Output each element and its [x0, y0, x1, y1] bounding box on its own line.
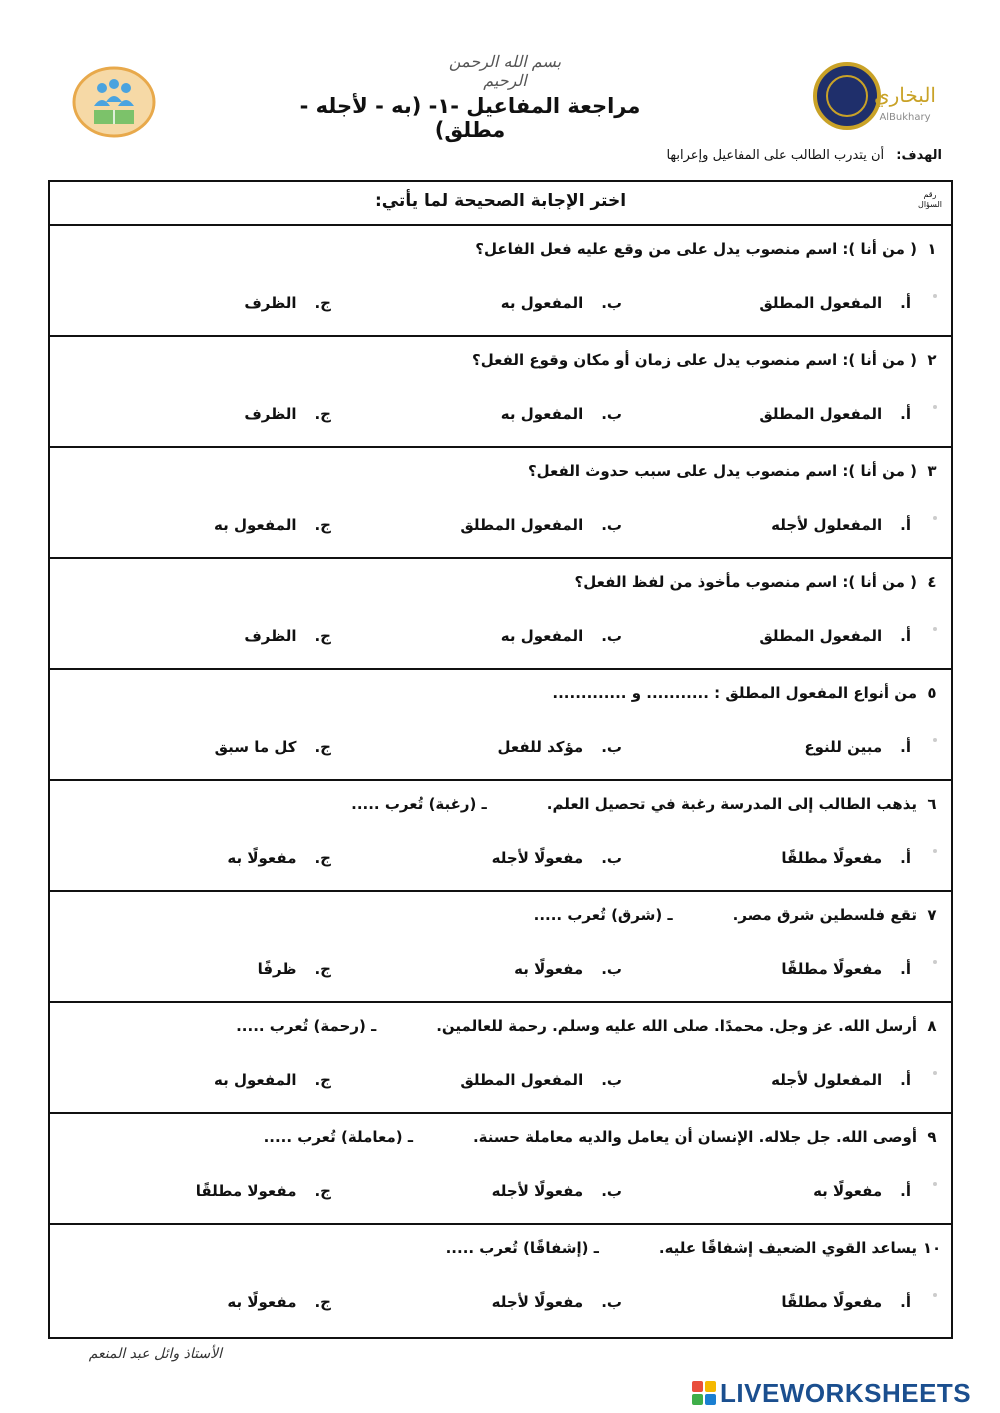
school-logo-icon [72, 66, 156, 138]
option-a[interactable]: أ.مفعولًا مطلقًا [781, 849, 911, 867]
question-number: ١ [927, 240, 937, 258]
question-number: ٨ [927, 1017, 937, 1035]
option-c[interactable]: ج.الظرف [244, 405, 331, 423]
question-number: ٦ [927, 795, 937, 813]
option-a[interactable]: أ.المفعول المطلق [759, 294, 911, 312]
question-number: ٤ [927, 573, 937, 591]
question-number: ٣ [927, 462, 937, 480]
questions-table [48, 180, 953, 1339]
question-number: ٩ [927, 1128, 937, 1146]
question-row [50, 670, 951, 781]
option-b[interactable]: ب.مفعولًا لأجله [491, 1293, 622, 1311]
answer-dot [933, 405, 937, 409]
answer-dot [933, 849, 937, 853]
option-a[interactable]: أ.المفعول المطلق [759, 405, 911, 423]
teacher-signature: الأستاذ وائل عبد المنعم [88, 1346, 222, 1362]
svg-text:AlBukhary: AlBukhary [879, 112, 931, 123]
question-number: ١٠ [922, 1239, 942, 1257]
option-b[interactable]: ب.المفعول المطلق [460, 1071, 622, 1089]
option-a[interactable]: أ.مفعولًا به [813, 1182, 911, 1200]
option-c[interactable]: ج.المفعول به [214, 516, 331, 534]
question-text: من أنواع المفعول المطلق : ........... و ............. [552, 684, 917, 702]
question-row [50, 337, 951, 448]
option-c[interactable]: ج.الظرف [244, 627, 331, 645]
answer-dot [933, 1071, 937, 1075]
table-header [50, 182, 951, 226]
answer-dot [933, 738, 937, 742]
question-text: تقع فلسطين شرق مصر.ـ (شرق) تُعرب ..... [533, 906, 917, 924]
option-c[interactable]: ج.المفعول به [214, 1071, 331, 1089]
question-row [50, 226, 951, 337]
question-row [50, 1003, 951, 1114]
question-number: ٥ [927, 684, 937, 702]
option-a[interactable]: أ.المفعول المطلق [759, 627, 911, 645]
option-c[interactable]: ج.ظرفًا [257, 960, 331, 978]
question-row [50, 559, 951, 670]
liveworksheets-brand: LIVEWORKSHEETS [720, 1377, 972, 1408]
svg-text:البخاري: البخاري [873, 83, 937, 107]
option-c[interactable]: ج.كل ما سبق [214, 738, 331, 756]
answer-dot [933, 1293, 937, 1297]
option-b[interactable]: ب.مفعولًا لأجله [491, 849, 622, 867]
option-a[interactable]: أ.مبين للنوع [804, 738, 911, 756]
question-text: يذهب الطالب إلى المدرسة رغبة في تحصيل العلم.ـ (رغبة) تُعرب ..... [351, 795, 917, 813]
goal-label: الهدف: [896, 148, 942, 163]
option-a[interactable]: أ.المفعلول لأجله [771, 1071, 911, 1089]
liveworksheets-logo[interactable] [692, 1378, 971, 1408]
answer-dot [933, 627, 937, 631]
page-title: مراجعة المفاعيل -١- (به - لأجله - مطلق) [299, 94, 641, 142]
option-a[interactable]: أ.مفعولًا مطلقًا [781, 960, 911, 978]
question-row [50, 1114, 951, 1225]
option-c[interactable]: ج.مفعولًا به [227, 849, 331, 867]
goal-text: أن يتدرب الطالب على المفاعيل وإعرابها [666, 148, 885, 163]
option-a[interactable]: أ.مفعولًا مطلقًا [781, 1293, 911, 1311]
question-text: أوصى الله. جل جلاله. الإنسان أن يعامل والديه معاملة حسنة.ـ (معاملة) تُعرب ..... [263, 1128, 917, 1146]
goal-line [666, 148, 942, 163]
question-text: ( من أنا ): اسم منصوب يدل على زمان أو مكان وقوع الفعل؟ [472, 351, 917, 369]
instruction: اختر الإجابة الصحيحة لما يأتي: [374, 191, 627, 211]
question-text: ( من أنا ): اسم منصوب يدل على من وقع عليه فعل الفاعل؟ [475, 240, 917, 258]
question-number: ٧ [927, 906, 937, 924]
answer-dot [933, 516, 937, 520]
question-row [50, 448, 951, 559]
albukhari-logo-icon [805, 60, 945, 132]
question-text: ( من أنا ): اسم منصوب مأخوذ من لفظ الفعل؟ [574, 573, 917, 591]
option-b[interactable]: ب.المفعول به [500, 294, 622, 312]
option-b[interactable]: ب.مفعولًا به [514, 960, 622, 978]
option-c[interactable]: ج.مفعولا مطلقًا [195, 1182, 331, 1200]
question-text: ( من أنا ): اسم منصوب يدل على سبب حدوث الفعل؟ [527, 462, 917, 480]
answer-dot [933, 1182, 937, 1186]
option-c[interactable]: ج.الظرف [244, 294, 331, 312]
option-b[interactable]: ب.مفعولًا لأجله [491, 1182, 622, 1200]
answer-dot [933, 294, 937, 298]
question-row [50, 892, 951, 1003]
question-row [50, 1225, 951, 1336]
basmala: بسم الله الرحمن الرحيم [448, 52, 562, 90]
liveworksheets-icon [692, 1381, 716, 1405]
option-a[interactable]: أ.المفعلول لأجله [771, 516, 911, 534]
question-row [50, 781, 951, 892]
option-b[interactable]: ب.المفعول به [500, 627, 622, 645]
option-c[interactable]: ج.مفعولًا به [227, 1293, 331, 1311]
option-b[interactable]: ب.المفعول المطلق [460, 516, 622, 534]
answer-dot [933, 960, 937, 964]
question-number: ٢ [927, 351, 937, 369]
number-header: رقم السؤال [918, 190, 942, 209]
question-text: أرسل الله. عز وجل. محمدًا. صلى الله عليه وسلم. رحمة للعالمين.ـ (رحمة) تُعرب ..... [236, 1017, 917, 1035]
option-b[interactable]: ب.مؤكد للفعل [497, 738, 622, 756]
question-text: يساعد القوي الضعيف إشفاقًا عليه.ـ (إشفاقًا) تُعرب ..... [445, 1239, 917, 1257]
option-b[interactable]: ب.المفعول به [500, 405, 622, 423]
